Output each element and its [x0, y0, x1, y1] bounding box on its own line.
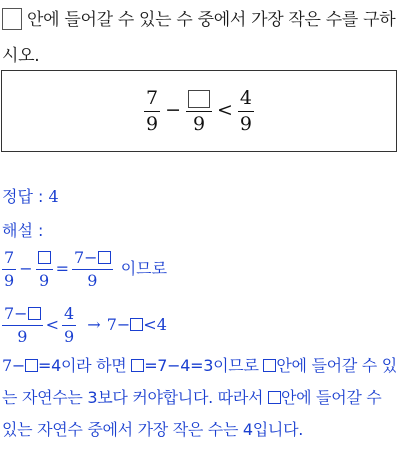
answer-line [2, 184, 59, 207]
answer-value: 4 [48, 187, 59, 206]
numerator [2, 306, 43, 325]
numerator: 7 [145, 86, 159, 109]
equals-sign: = [55, 259, 69, 278]
para-part-5: 안에 들어갈 수 있는 자연수 중에서 가장 작은 수는 4입니다. [2, 388, 382, 439]
explanation-step-1 [2, 250, 167, 289]
fraction-seven-ninths [2, 250, 16, 289]
fraction-seven-minus-box-ninths [2, 306, 43, 345]
para-part-1: 7− [2, 356, 25, 375]
blank-box-icon [263, 359, 276, 372]
denominator: 9 [87, 271, 98, 290]
denominator: 9 [192, 112, 206, 135]
blank-box-icon [98, 251, 111, 264]
fraction-box-ninths [36, 250, 53, 289]
numerator: 4 [64, 304, 75, 323]
problem-box [1, 70, 397, 152]
denominator: 9 [39, 271, 50, 290]
arrow-icon: → [87, 315, 101, 334]
para-part-4: 안에 들어갈 수 있는 자연수는 3보다 커야합니다. 따라서 [2, 356, 397, 407]
blank-box-icon [28, 307, 41, 320]
blank-box-icon [268, 391, 281, 404]
denominator: 9 [4, 271, 15, 290]
question-text [2, 2, 398, 74]
denominator: 9 [145, 112, 159, 135]
minus-sign: − [19, 259, 33, 278]
para-part-2: =4이라 하면 [38, 356, 132, 375]
step1-suffix: 이므로 [120, 259, 168, 278]
numerator-box [36, 250, 53, 269]
fraction-four-ninths [62, 306, 76, 345]
numerator: 4 [239, 86, 253, 109]
numerator-prefix: 7− [74, 248, 98, 267]
numerator-box [186, 89, 212, 111]
explanation-paragraph [2, 350, 400, 446]
explanation-label: 해설 : [2, 221, 44, 240]
denominator: 9 [64, 327, 75, 346]
explanation-step-2 [2, 306, 167, 345]
step2-rhs-prefix: 7− [106, 315, 131, 334]
numerator: 7 [4, 248, 15, 267]
fraction-seven-minus-box-ninths [72, 250, 113, 289]
step2-rhs-suffix: <4 [143, 315, 167, 334]
denominator: 9 [239, 112, 253, 135]
fraction-seven-ninths [144, 86, 160, 135]
para-part-3: =7−4=3이므로 [144, 356, 264, 375]
question-sentence: 안에 들어갈 수 있는 수 중에서 가장 작은 수를 구하시오. [2, 10, 396, 66]
numerator [72, 250, 113, 269]
less-than-sign: < [217, 99, 233, 121]
inequality-expression [144, 86, 254, 135]
blank-box-icon [38, 251, 51, 264]
fraction-four-ninths [238, 86, 254, 135]
blank-box-icon [2, 8, 22, 30]
minus-sign: − [165, 99, 181, 121]
blank-box-icon [130, 318, 143, 331]
blank-box-icon [131, 359, 144, 372]
numerator-prefix: 7− [4, 304, 28, 323]
denominator: 9 [17, 327, 28, 346]
fraction-box-ninths [186, 89, 212, 134]
blank-box-icon [25, 359, 38, 372]
less-than-sign: < [45, 315, 59, 334]
blank-box-icon [188, 90, 210, 108]
answer-label: 정답 : [2, 187, 49, 206]
